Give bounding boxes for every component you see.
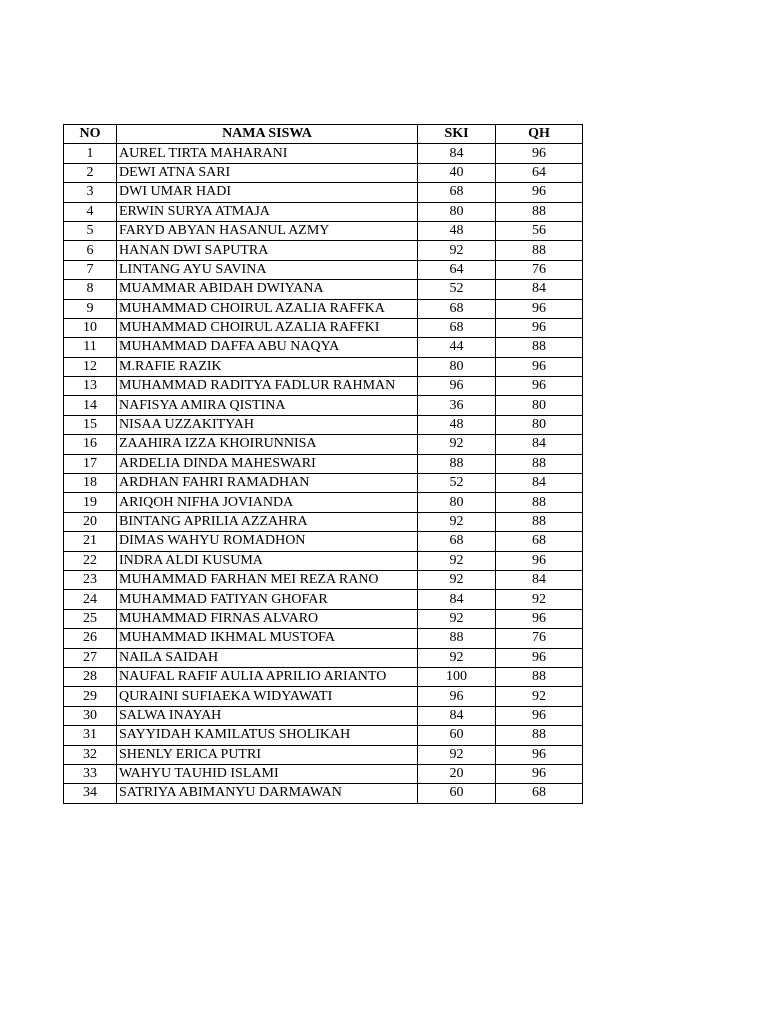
table-row bbox=[64, 590, 583, 609]
student-name: NAILA SAIDAH bbox=[117, 648, 418, 667]
table-row bbox=[64, 687, 583, 706]
qh-score: 96 bbox=[496, 299, 583, 318]
table-row bbox=[64, 183, 583, 202]
student-name: MUHAMMAD FIRNAS ALVARO bbox=[117, 609, 418, 628]
ski-score: 52 bbox=[418, 280, 496, 299]
table-row bbox=[64, 357, 583, 376]
table-header-row bbox=[64, 125, 583, 144]
student-name: MUHAMMAD FARHAN MEI REZA RANO bbox=[117, 570, 418, 589]
student-name: HANAN DWI SAPUTRA bbox=[117, 241, 418, 260]
qh-score: 88 bbox=[496, 202, 583, 221]
qh-score: 96 bbox=[496, 764, 583, 783]
row-number: 26 bbox=[64, 629, 117, 648]
table-row bbox=[64, 532, 583, 551]
header-qh: QH bbox=[496, 125, 583, 144]
ski-score: 68 bbox=[418, 532, 496, 551]
table-row bbox=[64, 163, 583, 182]
ski-score: 64 bbox=[418, 260, 496, 279]
table-row bbox=[64, 629, 583, 648]
row-number: 5 bbox=[64, 221, 117, 240]
row-number: 33 bbox=[64, 764, 117, 783]
qh-score: 96 bbox=[496, 144, 583, 163]
ski-score: 92 bbox=[418, 745, 496, 764]
ski-score: 80 bbox=[418, 493, 496, 512]
table-row bbox=[64, 551, 583, 570]
ski-score: 80 bbox=[418, 202, 496, 221]
student-name: MUHAMMAD IKHMAL MUSTOFA bbox=[117, 629, 418, 648]
table-row bbox=[64, 241, 583, 260]
row-number: 21 bbox=[64, 532, 117, 551]
row-number: 28 bbox=[64, 667, 117, 686]
student-name: ARDHAN FAHRI RAMADHAN bbox=[117, 474, 418, 493]
table-row bbox=[64, 454, 583, 473]
student-name: ARIQOH NIFHA JOVIANDA bbox=[117, 493, 418, 512]
ski-score: 68 bbox=[418, 299, 496, 318]
qh-score: 92 bbox=[496, 590, 583, 609]
qh-score: 88 bbox=[496, 512, 583, 531]
table-row bbox=[64, 609, 583, 628]
qh-score: 88 bbox=[496, 726, 583, 745]
student-name: DWI UMAR HADI bbox=[117, 183, 418, 202]
qh-score: 96 bbox=[496, 377, 583, 396]
ski-score: 92 bbox=[418, 241, 496, 260]
qh-score: 64 bbox=[496, 163, 583, 182]
student-name: MUAMMAR ABIDAH DWIYANA bbox=[117, 280, 418, 299]
qh-score: 96 bbox=[496, 706, 583, 725]
student-score-table bbox=[63, 124, 583, 804]
student-name: INDRA ALDI KUSUMA bbox=[117, 551, 418, 570]
qh-score: 88 bbox=[496, 241, 583, 260]
table-row bbox=[64, 144, 583, 163]
row-number: 30 bbox=[64, 706, 117, 725]
ski-score: 48 bbox=[418, 221, 496, 240]
qh-score: 84 bbox=[496, 280, 583, 299]
row-number: 17 bbox=[64, 454, 117, 473]
header-no: NO bbox=[64, 125, 117, 144]
table-row bbox=[64, 726, 583, 745]
student-name: ZAAHIRA IZZA KHOIRUNNISA bbox=[117, 435, 418, 454]
student-name: NAFISYA AMIRA QISTINA bbox=[117, 396, 418, 415]
row-number: 2 bbox=[64, 163, 117, 182]
row-number: 32 bbox=[64, 745, 117, 764]
qh-score: 68 bbox=[496, 784, 583, 803]
student-name: MUHAMMAD CHOIRUL AZALIA RAFFKI bbox=[117, 318, 418, 337]
row-number: 34 bbox=[64, 784, 117, 803]
qh-score: 84 bbox=[496, 474, 583, 493]
row-number: 25 bbox=[64, 609, 117, 628]
row-number: 9 bbox=[64, 299, 117, 318]
student-name: NISAA UZZAKITYAH bbox=[117, 415, 418, 434]
table-row bbox=[64, 435, 583, 454]
qh-score: 92 bbox=[496, 687, 583, 706]
row-number: 18 bbox=[64, 474, 117, 493]
ski-score: 84 bbox=[418, 144, 496, 163]
table-row bbox=[64, 745, 583, 764]
ski-score: 92 bbox=[418, 435, 496, 454]
ski-score: 92 bbox=[418, 648, 496, 667]
row-number: 12 bbox=[64, 357, 117, 376]
table-row bbox=[64, 377, 583, 396]
table-row bbox=[64, 706, 583, 725]
student-name: NAUFAL RAFIF AULIA APRILIO ARIANTO bbox=[117, 667, 418, 686]
row-number: 31 bbox=[64, 726, 117, 745]
ski-score: 40 bbox=[418, 163, 496, 182]
ski-score: 96 bbox=[418, 377, 496, 396]
ski-score: 60 bbox=[418, 726, 496, 745]
row-number: 6 bbox=[64, 241, 117, 260]
row-number: 10 bbox=[64, 318, 117, 337]
row-number: 8 bbox=[64, 280, 117, 299]
row-number: 4 bbox=[64, 202, 117, 221]
ski-score: 44 bbox=[418, 338, 496, 357]
ski-score: 68 bbox=[418, 318, 496, 337]
ski-score: 84 bbox=[418, 706, 496, 725]
table-row bbox=[64, 784, 583, 803]
qh-score: 84 bbox=[496, 570, 583, 589]
row-number: 19 bbox=[64, 493, 117, 512]
ski-score: 48 bbox=[418, 415, 496, 434]
ski-score: 92 bbox=[418, 570, 496, 589]
table-row bbox=[64, 338, 583, 357]
row-number: 27 bbox=[64, 648, 117, 667]
student-name: MUHAMMAD RADITYA FADLUR RAHMAN bbox=[117, 377, 418, 396]
student-name: SATRIYA ABIMANYU DARMAWAN bbox=[117, 784, 418, 803]
student-name: MUHAMMAD DAFFA ABU NAQYA bbox=[117, 338, 418, 357]
table-row bbox=[64, 415, 583, 434]
qh-score: 96 bbox=[496, 357, 583, 376]
qh-score: 96 bbox=[496, 648, 583, 667]
ski-score: 92 bbox=[418, 551, 496, 570]
qh-score: 68 bbox=[496, 532, 583, 551]
ski-score: 96 bbox=[418, 687, 496, 706]
ski-score: 88 bbox=[418, 454, 496, 473]
table-row bbox=[64, 764, 583, 783]
table-row bbox=[64, 202, 583, 221]
qh-score: 96 bbox=[496, 183, 583, 202]
table-row bbox=[64, 570, 583, 589]
ski-score: 60 bbox=[418, 784, 496, 803]
row-number: 15 bbox=[64, 415, 117, 434]
table-row bbox=[64, 396, 583, 415]
row-number: 11 bbox=[64, 338, 117, 357]
student-name: FARYD ABYAN HASANUL AZMY bbox=[117, 221, 418, 240]
student-name: MUHAMMAD CHOIRUL AZALIA RAFFKA bbox=[117, 299, 418, 318]
student-name: MUHAMMAD FATIYAN GHOFAR bbox=[117, 590, 418, 609]
ski-score: 36 bbox=[418, 396, 496, 415]
qh-score: 96 bbox=[496, 318, 583, 337]
qh-score: 76 bbox=[496, 260, 583, 279]
row-number: 3 bbox=[64, 183, 117, 202]
qh-score: 88 bbox=[496, 454, 583, 473]
row-number: 16 bbox=[64, 435, 117, 454]
qh-score: 56 bbox=[496, 221, 583, 240]
qh-score: 80 bbox=[496, 415, 583, 434]
table-row bbox=[64, 318, 583, 337]
row-number: 22 bbox=[64, 551, 117, 570]
student-name: QURAINI SUFIAEKA WIDYAWATI bbox=[117, 687, 418, 706]
student-name: DIMAS WAHYU ROMADHON bbox=[117, 532, 418, 551]
table-row bbox=[64, 474, 583, 493]
qh-score: 96 bbox=[496, 551, 583, 570]
row-number: 14 bbox=[64, 396, 117, 415]
student-name: SAYYIDAH KAMILATUS SHOLIKAH bbox=[117, 726, 418, 745]
qh-score: 80 bbox=[496, 396, 583, 415]
qh-score: 76 bbox=[496, 629, 583, 648]
qh-score: 96 bbox=[496, 609, 583, 628]
table-row bbox=[64, 299, 583, 318]
header-student-name: NAMA SISWA bbox=[117, 125, 418, 144]
table-row bbox=[64, 512, 583, 531]
student-name: SALWA INAYAH bbox=[117, 706, 418, 725]
ski-score: 92 bbox=[418, 609, 496, 628]
table-row bbox=[64, 260, 583, 279]
student-name: WAHYU TAUHID ISLAMI bbox=[117, 764, 418, 783]
row-number: 29 bbox=[64, 687, 117, 706]
student-name: M.RAFIE RAZIK bbox=[117, 357, 418, 376]
ski-score: 68 bbox=[418, 183, 496, 202]
qh-score: 88 bbox=[496, 338, 583, 357]
row-number: 1 bbox=[64, 144, 117, 163]
row-number: 7 bbox=[64, 260, 117, 279]
table-body bbox=[64, 144, 583, 803]
ski-score: 20 bbox=[418, 764, 496, 783]
student-name: AUREL TIRTA MAHARANI bbox=[117, 144, 418, 163]
student-name: DEWI ATNA SARI bbox=[117, 163, 418, 182]
ski-score: 92 bbox=[418, 512, 496, 531]
ski-score: 88 bbox=[418, 629, 496, 648]
header-ski: SKI bbox=[418, 125, 496, 144]
student-name: SHENLY ERICA PUTRI bbox=[117, 745, 418, 764]
qh-score: 96 bbox=[496, 745, 583, 764]
ski-score: 80 bbox=[418, 357, 496, 376]
row-number: 20 bbox=[64, 512, 117, 531]
row-number: 24 bbox=[64, 590, 117, 609]
table-row bbox=[64, 280, 583, 299]
student-name: ERWIN SURYA ATMAJA bbox=[117, 202, 418, 221]
table-row bbox=[64, 667, 583, 686]
ski-score: 84 bbox=[418, 590, 496, 609]
qh-score: 88 bbox=[496, 493, 583, 512]
table-row bbox=[64, 221, 583, 240]
ski-score: 52 bbox=[418, 474, 496, 493]
student-name: LINTANG AYU SAVINA bbox=[117, 260, 418, 279]
qh-score: 84 bbox=[496, 435, 583, 454]
table-row bbox=[64, 493, 583, 512]
student-name: ARDELIA DINDA MAHESWARI bbox=[117, 454, 418, 473]
row-number: 23 bbox=[64, 570, 117, 589]
table-row bbox=[64, 648, 583, 667]
qh-score: 88 bbox=[496, 667, 583, 686]
row-number: 13 bbox=[64, 377, 117, 396]
ski-score: 100 bbox=[418, 667, 496, 686]
student-name: BINTANG APRILIA AZZAHRA bbox=[117, 512, 418, 531]
